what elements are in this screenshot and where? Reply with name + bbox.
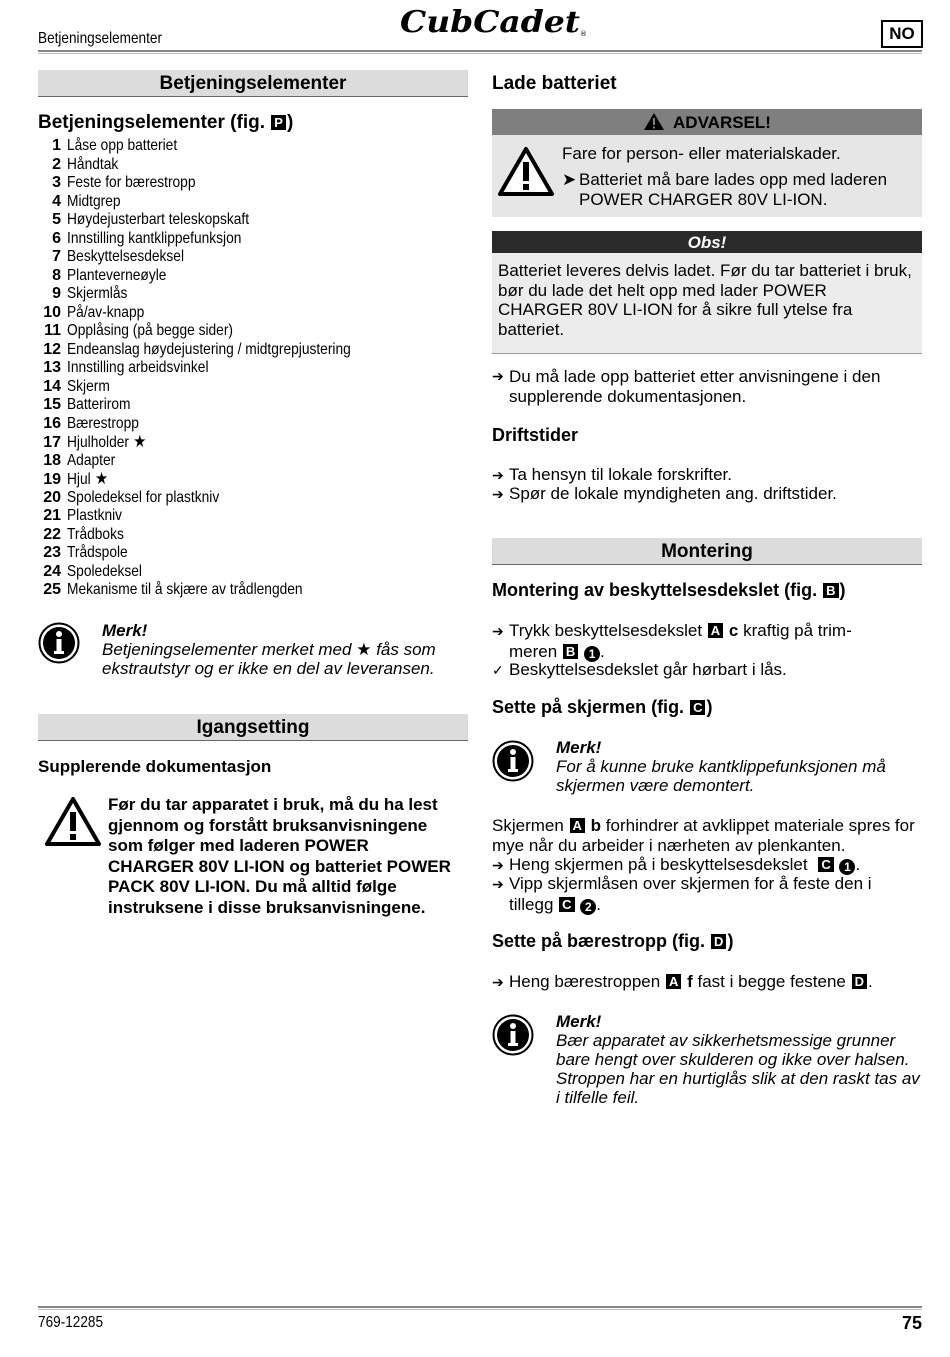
advarsel-line1: Fare for person- eller materialskader. [562, 144, 841, 163]
chevron-right-icon: ➤ [562, 170, 577, 189]
list-item [38, 470, 468, 489]
star-icon: ★ [356, 640, 372, 659]
part-letter-c: c [728, 621, 739, 640]
shield-step-2-text-a: Vipp skjermlåsen over skjermen for å feste den i [509, 874, 872, 893]
fig-ref-a: A [570, 818, 585, 833]
advarsel-bar [492, 109, 922, 135]
list-item [38, 378, 468, 397]
callout-2: 2 [580, 899, 596, 915]
fit-shield-heading-text: Sette på skjermen (fig. [492, 697, 685, 717]
list-item-text: Trådspole [67, 544, 128, 561]
operating-times-heading: Driftstider [492, 425, 579, 445]
fig-ref-c: C [559, 897, 574, 912]
note-body: For å kunne bruke kantklippefunksjonen må skjermen være demontert. [556, 757, 886, 795]
svg-text:®: ® [580, 30, 587, 38]
cub-cadet-logo [398, 4, 588, 40]
mount-check-text: Beskyttelsesdekslet går hørbart i lås. [509, 660, 787, 679]
warning-triangle-icon [44, 796, 102, 848]
note-title: Merk! [556, 1012, 602, 1031]
list-item-number: 18 [43, 451, 61, 469]
list-item [38, 396, 468, 415]
list-item [38, 156, 468, 175]
arrow-right-icon: ➔ [492, 368, 504, 384]
footer-rule-thin [38, 1309, 922, 1310]
header-rule-thin [38, 53, 922, 54]
list-item-number: 14 [43, 377, 61, 395]
warning-small-icon [643, 112, 665, 131]
callout-1: 1 [839, 859, 855, 875]
charge-step-text: Du må lade opp batteriet etter anvisningene i den supplerende dokumentasjonen. [509, 367, 881, 406]
fig-ref-d: D [711, 934, 726, 949]
list-item [38, 248, 468, 267]
list-item-number: 17 [43, 434, 61, 451]
strap-step: ➔ Heng bærestroppen A f fast i begge festene D . [492, 972, 873, 991]
list-item-number: 5 [52, 211, 61, 228]
advarsel-bullet-text: Batteriet må bare lades opp med laderen POWER CHARGER 80V LI-ION. [579, 170, 888, 209]
list-item-label [67, 544, 128, 563]
list-item-number: 3 [52, 174, 61, 191]
list-item [38, 137, 468, 156]
list-item-number: 13 [43, 359, 61, 376]
obs-text: Batteriet leveres delvis ladet. Før du tar batteriet i bruk, bør du lade det helt opp med lader POWER CHARGER 80V LI-ION for å sikre full ytelse fra batteriet. [492, 253, 922, 354]
mount-guard-heading-text: Montering av beskyttelsesdekslet (fig. [492, 580, 818, 600]
list-item [38, 285, 468, 304]
list-item [38, 581, 468, 600]
list-item-label [67, 470, 108, 490]
info-icon [492, 1014, 534, 1056]
doc-number: 769-12285 [38, 1314, 104, 1331]
list-item-label [67, 489, 219, 508]
obs-bar: Obs! [492, 231, 922, 253]
list-item-text: Innstilling arbeidsvinkel [67, 359, 209, 376]
list-item-label [67, 304, 144, 323]
list-item-label [67, 581, 303, 600]
list-item-number: 15 [43, 396, 61, 413]
list-item-label [67, 193, 121, 212]
list-item-label [67, 267, 166, 286]
operating-step-1-text: Ta hensyn til lokale forskrifter. [509, 465, 732, 484]
fig-ref-p: P [271, 115, 286, 130]
list-item-number: 1 [52, 137, 61, 154]
part-letter-b: b [590, 816, 602, 835]
list-item-text: Hjulholder [67, 434, 129, 451]
list-item-label [67, 507, 122, 526]
fig-ref-b: B [563, 644, 578, 659]
controls-heading-text: Betjeningselementer (fig. [38, 112, 265, 133]
shield-step-2: ➔ Vipp skjermlåsen over skjermen for å feste den i tillegg C 2 . [492, 874, 872, 914]
star-icon: ★ [95, 469, 109, 488]
list-item [38, 304, 468, 323]
list-item-label [67, 359, 208, 378]
checkmark-icon: ✓ [492, 662, 504, 678]
advarsel-label: ADVARSEL! [673, 113, 771, 132]
list-item-label [67, 285, 127, 304]
list-item-text: Innstilling kantklippefunksjon [67, 229, 242, 247]
note-title: Merk! [102, 621, 148, 640]
shield-step-2-text-b: tillegg [509, 894, 554, 914]
arrow-right-icon: ➔ [492, 857, 504, 873]
info-icon [38, 622, 80, 664]
list-item-text: Hjul [67, 471, 91, 488]
shield-step-1-text: Heng skjermen på i beskyttelsesdekslet [509, 855, 808, 874]
shield-step-1: ➔ Heng skjermen på i beskyttelsesdekslet C 1 . [492, 855, 861, 874]
arrow-right-icon: ➔ [492, 876, 504, 892]
fit-shield-heading: Sette på skjermen (fig. C ) [492, 697, 713, 717]
list-item [38, 341, 468, 360]
footer-rule [38, 1306, 922, 1308]
mount-guard-heading: Montering av beskyttelsesdekslet (fig. B ) [492, 580, 846, 600]
language-badge: NO [881, 20, 923, 48]
list-item [38, 563, 468, 582]
list-item-label [67, 452, 115, 471]
list-item-text: Bærestropp [67, 414, 139, 432]
running-header: Betjeningselementer [38, 30, 162, 47]
list-item-number: 6 [52, 229, 61, 247]
strap-step-text-a: Heng bærestroppen [509, 972, 661, 991]
list-item-number: 19 [43, 471, 61, 488]
note-body-part-b: fås som ekstrautstyr og er ikke en del av leveransen. [102, 640, 436, 678]
list-item-label [67, 322, 233, 341]
charge-battery-heading: Lade batteriet [492, 73, 617, 94]
list-item-text: Batterirom [67, 396, 131, 413]
list-item [38, 452, 468, 471]
list-item-text: Låse opp batteriet [67, 137, 178, 154]
list-item-number: 22 [43, 525, 61, 543]
list-item-text: På/av-knapp [67, 303, 145, 321]
fig-ref-b: B [823, 583, 838, 598]
list-item-number: 16 [43, 414, 61, 432]
list-item-text: Trådboks [67, 525, 124, 543]
fig-ref-d: D [852, 974, 867, 989]
heading-paren: ) [286, 112, 294, 133]
list-item-number: 23 [43, 544, 61, 561]
list-item-text: Plastkniv [67, 507, 123, 524]
list-item-text: Planteverneøyle [67, 266, 167, 284]
mount-step: ➔ Trykk beskyttelsesdekslet A c kraftig på trim- meren B 1 . [492, 621, 852, 661]
list-item-number: 8 [52, 266, 61, 284]
operating-step-1 [492, 465, 732, 486]
shield-paragraph-a: Skjermen [492, 816, 564, 835]
list-item-number: 24 [43, 562, 61, 580]
list-item-label [67, 563, 142, 582]
list-item-number: 9 [52, 285, 61, 302]
operating-step-2 [492, 484, 837, 505]
strap-step-text-b: fast i begge festene [697, 972, 846, 991]
note-body [102, 640, 472, 678]
list-item [38, 230, 468, 249]
list-item-text: Håndtak [67, 155, 119, 173]
mount-step-text-c: meren [509, 641, 558, 661]
list-item [38, 174, 468, 193]
list-item-label [67, 415, 139, 434]
warning-triangle-icon [497, 146, 555, 198]
charge-step [492, 367, 922, 406]
section-bar-montering: Montering [492, 538, 922, 565]
list-item-text: Feste for bærestropp [67, 174, 196, 191]
list-item-text: Høydejusterbart teleskopskaft [67, 211, 250, 228]
list-item-label [67, 341, 351, 360]
mount-step-text-a: Trykk beskyttelsesdekslet [509, 621, 703, 640]
strap-heading: Sette på bærestropp (fig. D ) [492, 931, 734, 951]
list-item-number: 2 [52, 155, 61, 173]
note-body: Bær apparatet av sikkerhetsmessige grunner bare hengt over skulderen og ikke over halsen. Stroppen har en hurtiglås slik at den raskt tas av i tilfelle feil. [556, 1031, 920, 1107]
fig-ref-a: A [708, 623, 723, 638]
list-item-text: Spoledeksel [67, 562, 142, 580]
header-rule [38, 50, 922, 52]
list-item [38, 193, 468, 212]
part-letter-f: f [687, 972, 693, 991]
list-item [38, 267, 468, 286]
list-item-label [67, 396, 130, 415]
note-title: Merk! [556, 738, 602, 757]
list-item-number: 11 [44, 322, 61, 339]
list-item [38, 544, 468, 563]
list-item [38, 322, 468, 341]
list-item-text: Beskyttelsesdeksel [67, 248, 185, 265]
list-item-label [67, 137, 177, 156]
controls-heading [38, 112, 293, 134]
list-item [38, 489, 468, 508]
list-item-text: Skjerm [67, 377, 110, 395]
list-item-text: Endeanslag høydejustering / midtgrepjustering [67, 340, 351, 358]
list-item-label [67, 378, 110, 397]
arrow-right-icon: ➔ [492, 974, 504, 990]
list-item-number: 10 [43, 303, 61, 321]
callout-1: 1 [584, 646, 600, 662]
shield-paragraph-b: forhindrer at avklippet materiale spres for mye når du arbeider i nærheten av plenkanten. [492, 816, 915, 855]
list-item-label [67, 174, 195, 193]
strap-heading-text: Sette på bærestropp (fig. [492, 931, 706, 951]
list-item-text: Midtgrep [67, 192, 121, 210]
page-number: 75 [901, 1313, 922, 1333]
list-item [38, 359, 468, 378]
arrow-right-icon: ➔ [492, 623, 504, 639]
star-icon: ★ [133, 432, 147, 451]
mount-check [492, 660, 787, 681]
section-bar-igangsetting: Igangsetting [38, 714, 468, 741]
shield-paragraph [492, 816, 924, 855]
list-item-label [67, 433, 146, 453]
list-item-label [67, 526, 124, 545]
controls-list [38, 137, 468, 600]
list-item-label [67, 156, 118, 175]
info-icon [492, 740, 534, 782]
list-item [38, 211, 468, 230]
list-item-text: Adapter [67, 451, 116, 469]
advarsel-bullet [562, 170, 920, 209]
mount-step-text-b: kraftig på trim- [743, 621, 852, 640]
list-item-number: 20 [43, 488, 61, 506]
list-item-text: Spoledeksel for plastkniv [67, 488, 220, 506]
list-item-number: 21 [43, 507, 61, 524]
arrow-right-icon: ➔ [492, 486, 504, 502]
warning-text: Før du tar apparatet i bruk, må du ha lest gjennom og forstått bruksanvisningene som følger med laderen POWER CHARGER 80V LI-ION og batteriet POWER PACK 80V LI-ION. Du må alltid følge instruksene i disse bruksanvisningene. [108, 795, 451, 917]
list-item-text: Mekanisme til å skjære av trådlengden [67, 581, 303, 598]
list-item-number: 4 [52, 192, 61, 210]
supplementary-docs-heading: Supplerende dokumentasjon [38, 757, 272, 776]
list-item-label [67, 248, 184, 267]
list-item-text: Skjermlås [67, 285, 128, 302]
fig-ref-c: C [690, 700, 705, 715]
list-item-label [67, 230, 241, 249]
list-item-label [67, 211, 249, 230]
arrow-right-icon: ➔ [492, 467, 504, 483]
list-item [38, 433, 468, 452]
section-bar-betjeningselementer: Betjeningselementer [38, 70, 468, 97]
list-item-text: Opplåsing (på begge sider) [67, 322, 233, 339]
list-item-number: 12 [43, 340, 61, 358]
note-body-part-a: Betjeningselementer merket med [102, 640, 352, 659]
operating-step-2-text: Spør de lokale myndigheten ang. driftstider. [509, 484, 837, 503]
svg-text:CubCadet: CubCadet [400, 5, 581, 40]
list-item-number: 7 [52, 248, 61, 265]
fig-ref-c: C [818, 857, 833, 872]
list-item-number: 25 [43, 581, 61, 598]
list-item [38, 526, 468, 545]
list-item [38, 507, 468, 526]
list-item [38, 415, 468, 434]
fig-ref-a: A [666, 974, 681, 989]
